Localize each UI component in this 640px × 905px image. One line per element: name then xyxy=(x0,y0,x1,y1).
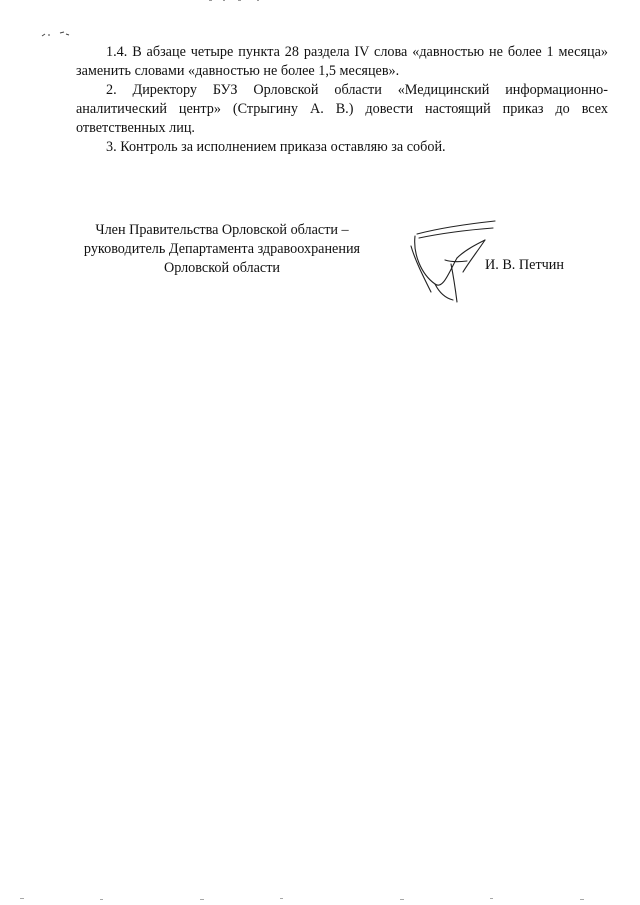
scan-artifact-top xyxy=(205,0,275,4)
paragraph-2: 2. Директору БУЗ Орловской области «Медицинский информационно-аналитический центр» (Стрыгину А. В.) довести настоящий приказ до всех ответственных лиц. xyxy=(76,82,608,136)
signatory-position-line: руководитель Департамента здравоохранения xyxy=(83,241,361,257)
document-body xyxy=(76,43,608,157)
signer-name: И. В. Петчин xyxy=(485,257,564,273)
signatory-position xyxy=(66,221,378,278)
signatory-position-line: Орловской области xyxy=(163,260,281,276)
scan-artifact-bottom xyxy=(20,896,620,902)
signatory-position-line: Член Правительства Орловской области – xyxy=(95,222,349,238)
paragraph-1-4: 1.4. В абзаце четыре пункта 28 раздела IV слова «давностью не более 1 месяца» заменить словами «давностью не более 1,5 месяцев». xyxy=(76,44,608,79)
paragraph-3: 3. Контроль за исполнением приказа оставляю за собой. xyxy=(106,139,446,155)
scan-artifact-mark xyxy=(40,28,80,40)
